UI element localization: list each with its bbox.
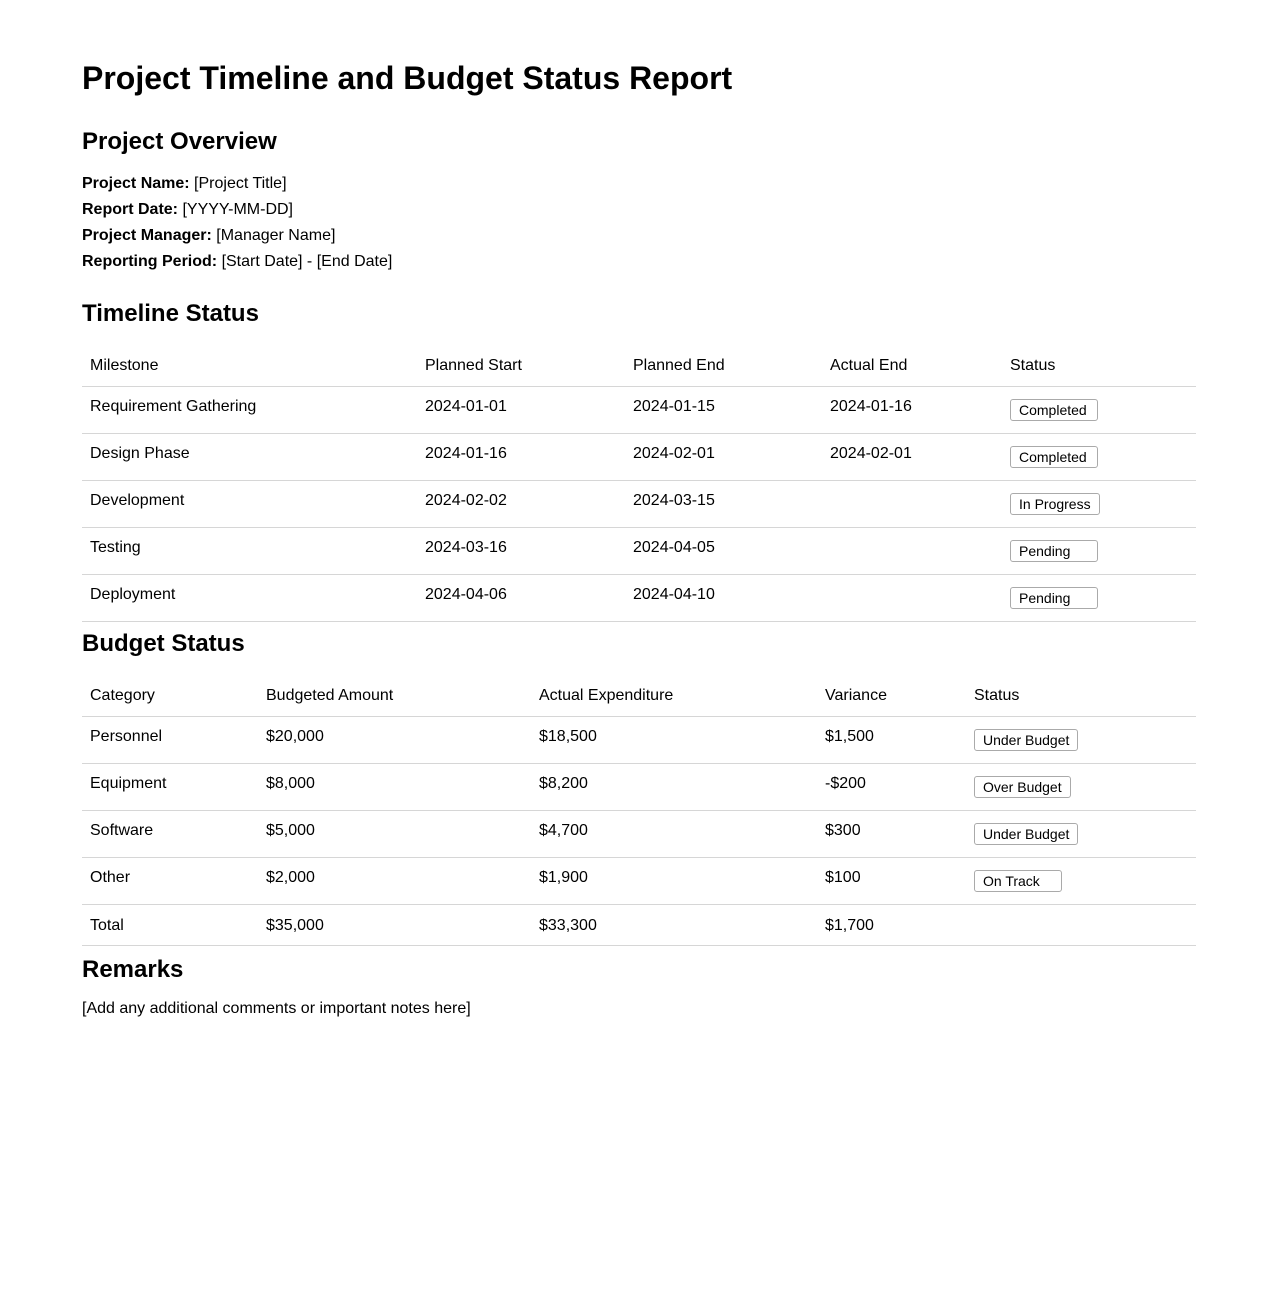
remarks-text: [Add any additional comments or important notes here] — [82, 1000, 471, 1017]
category-cell: Total — [82, 905, 258, 946]
planned-start-cell: 2024-04-06 — [417, 575, 625, 622]
remarks-section — [82, 955, 1196, 1019]
column-header-milestone: Milestone — [82, 349, 417, 387]
category-cell: Equipment — [82, 764, 258, 811]
planned-end-cell: 2024-04-05 — [625, 528, 822, 575]
status-cell — [966, 905, 1196, 946]
status-cell — [1002, 575, 1196, 622]
column-header-budgeted-amount: Budgeted Amount — [258, 679, 531, 717]
table-row — [82, 528, 1196, 575]
overview-label: Reporting Period: — [82, 253, 218, 270]
table-row — [82, 764, 1196, 811]
table-header-row — [82, 679, 1196, 717]
milestone-cell: Deployment — [82, 575, 417, 622]
status-badge: Pending — [1010, 587, 1098, 609]
overview-value: [Start Date] - [End Date] — [221, 253, 393, 270]
column-header-planned-end: Planned End — [625, 349, 822, 387]
overview-value: [Project Title] — [194, 175, 287, 192]
category-cell: Other — [82, 858, 258, 905]
status-badge: Under Budget — [974, 729, 1078, 751]
budgeted-cell: $20,000 — [258, 717, 531, 764]
status-cell — [966, 764, 1196, 811]
overview-value: [Manager Name] — [216, 227, 336, 244]
table-row — [82, 717, 1196, 764]
planned-end-cell: 2024-01-15 — [625, 387, 822, 434]
budgeted-cell: $35,000 — [258, 905, 531, 946]
status-badge: Under Budget — [974, 823, 1078, 845]
column-header-planned-start: Planned Start — [417, 349, 625, 387]
table-row — [82, 811, 1196, 858]
variance-cell: $300 — [817, 811, 966, 858]
variance-cell: $1,500 — [817, 717, 966, 764]
column-header-actual-end: Actual End — [822, 349, 1002, 387]
budgeted-cell: $5,000 — [258, 811, 531, 858]
variance-cell: -$200 — [817, 764, 966, 811]
status-cell — [966, 717, 1196, 764]
overview-item-project-manager — [82, 223, 1196, 249]
table-header-row — [82, 349, 1196, 387]
budgeted-cell: $2,000 — [258, 858, 531, 905]
budget-status-section — [82, 629, 1196, 946]
column-header-status: Status — [966, 679, 1196, 717]
status-cell — [1002, 434, 1196, 481]
page-title: Project Timeline and Budget Status Report — [82, 60, 733, 96]
planned-start-cell: 2024-02-02 — [417, 481, 625, 528]
variance-cell: $1,700 — [817, 905, 966, 946]
milestone-cell: Design Phase — [82, 434, 417, 481]
overview-item-report-date — [82, 197, 1196, 223]
status-cell — [1002, 528, 1196, 575]
status-badge: In Progress — [1010, 493, 1100, 515]
status-badge: Completed — [1010, 446, 1098, 468]
overview-heading: Project Overview — [82, 128, 277, 155]
actual-cell: $1,900 — [531, 858, 817, 905]
planned-end-cell: 2024-04-10 — [625, 575, 822, 622]
milestone-cell: Testing — [82, 528, 417, 575]
budget-heading: Budget Status — [82, 630, 245, 657]
actual-end-cell — [822, 481, 1002, 528]
planned-end-cell: 2024-03-15 — [625, 481, 822, 528]
overview-label: Project Name: — [82, 175, 190, 192]
table-row — [82, 575, 1196, 622]
actual-cell: $4,700 — [531, 811, 817, 858]
status-cell — [966, 811, 1196, 858]
table-row — [82, 858, 1196, 905]
category-cell: Software — [82, 811, 258, 858]
actual-cell: $8,200 — [531, 764, 817, 811]
column-header-actual-expenditure: Actual Expenditure — [531, 679, 817, 717]
overview-value: [YYYY-MM-DD] — [182, 201, 293, 218]
actual-end-cell — [822, 575, 1002, 622]
actual-end-cell: 2024-02-01 — [822, 434, 1002, 481]
actual-cell: $18,500 — [531, 717, 817, 764]
table-row — [82, 387, 1196, 434]
column-header-category: Category — [82, 679, 258, 717]
table-row — [82, 481, 1196, 528]
overview-details — [82, 171, 1196, 275]
status-badge: Completed — [1010, 399, 1098, 421]
planned-end-cell: 2024-02-01 — [625, 434, 822, 481]
actual-end-cell — [822, 528, 1002, 575]
planned-start-cell: 2024-03-16 — [417, 528, 625, 575]
status-cell — [1002, 481, 1196, 528]
remarks-heading: Remarks — [82, 956, 184, 983]
table-row — [82, 434, 1196, 481]
overview-label: Project Manager: — [82, 227, 212, 244]
overview-item-project-name — [82, 171, 1196, 197]
milestone-cell: Requirement Gathering — [82, 387, 417, 434]
category-cell: Personnel — [82, 717, 258, 764]
status-cell — [1002, 387, 1196, 434]
status-badge: On Track — [974, 870, 1062, 892]
budgeted-cell: $8,000 — [258, 764, 531, 811]
milestone-cell: Development — [82, 481, 417, 528]
planned-start-cell: 2024-01-16 — [417, 434, 625, 481]
budget-table — [82, 679, 1196, 946]
column-header-status: Status — [1002, 349, 1196, 387]
status-badge: Pending — [1010, 540, 1098, 562]
variance-cell: $100 — [817, 858, 966, 905]
status-cell — [966, 858, 1196, 905]
planned-start-cell: 2024-01-01 — [417, 387, 625, 434]
actual-end-cell: 2024-01-16 — [822, 387, 1002, 434]
project-overview-section — [82, 127, 1196, 275]
actual-cell: $33,300 — [531, 905, 817, 946]
status-badge: Over Budget — [974, 776, 1071, 798]
overview-label: Report Date: — [82, 201, 179, 218]
timeline-heading: Timeline Status — [82, 300, 259, 327]
column-header-variance: Variance — [817, 679, 966, 717]
timeline-table — [82, 349, 1196, 622]
table-total-row — [82, 905, 1196, 946]
timeline-status-section — [82, 299, 1196, 622]
overview-item-reporting-period — [82, 249, 1196, 275]
